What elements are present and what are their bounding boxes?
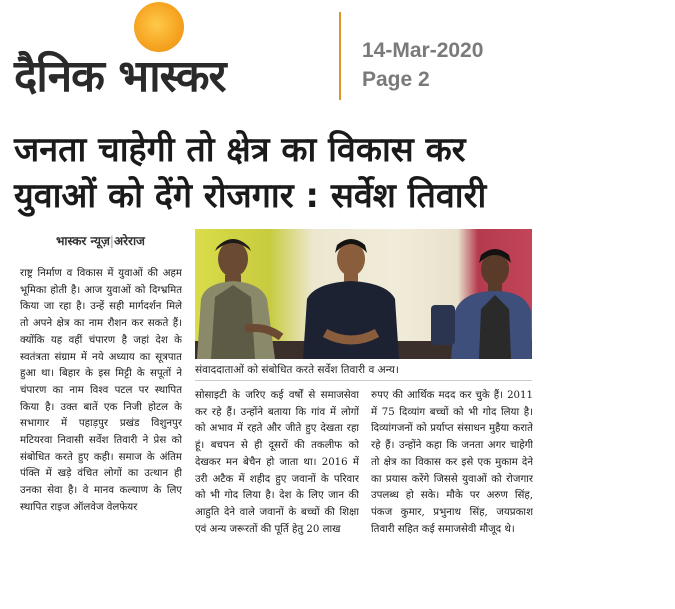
headline-line-1: जनता चाहेगी तो क्षेत्र का विकास कर xyxy=(14,130,466,170)
photo-caption: संवाददाताओं को संबोधित करते सर्वेश तिवारी व अन्य। xyxy=(195,360,532,381)
byline-separator: | xyxy=(109,234,114,248)
masthead xyxy=(0,0,675,118)
byline xyxy=(56,232,145,249)
article-column-2: सोसाइटी के जरिए कई वर्षों से समाजसेवा कर रहे हैं। उन्होंने बताया कि गांव में लोगों को अभाव में रहते और जीते हुए देखता रहा हूं। बचपन से ही दूसरों की तकलीफ को देखकर मन बेचैन हो जाता था। 2016 में उरी अटैक में शहीद हुए जवानों के परिवार को भी गोद लिया है। देश के लिए जान की आहुति देने वाले जवानों के बच्चों की शिक्षा एवं अन्य जरूरतों की पूर्ति हेतु 20 लाख xyxy=(195,390,359,535)
article-column-1: राष्ट्र निर्माण व विकास में युवाओं की अहम भूमिका होती है। आज युवाओं को दिग्भ्रमित किया जा रहा है। उन्हें सही मार्गदर्शन मिले तो अपने क्षेत्र का नाम रौशन कर सकते हैं। क्योंकि यह वहीं चंपारण है जहां देश के स्वतंत्रता संग्राम में नये अध्याय का सूत्रपात हुआ था। बिहार के इस मिट्टी के सपूतों ने चंपारण का नाम विश्व पटल पर स्थापित किया है। उक्त बातें एक निजी होटल के सभागार में पहाड़पुर प्रखंड विशुनपुर मटियरवा निवासी सर्वेश तिवारी ने प्रेस को संबोधित करते हुए कही। समाज के अंतिम पंक्ति में खड़े वंचित लोगों का उत्थान ही उनका सेवा है। वे मानव कल्याण के लिए स्थापित राइज ऑलवेज वेलफेयर xyxy=(20,268,182,513)
newspaper-brand: दैनिक भास्कर xyxy=(14,51,226,102)
article-photo xyxy=(195,229,532,359)
person-left-figure xyxy=(197,239,281,359)
press-conference-illustration xyxy=(195,229,532,359)
person-right-figure xyxy=(451,249,532,359)
headline-line-2: युवाओं को देंगे रोजगार : सर्वेश तिवारी xyxy=(14,176,487,216)
masthead-divider xyxy=(339,12,341,100)
page-number: Page 2 xyxy=(362,68,430,91)
article-column-3: रुपए की आर्थिक मदद कर चुके हैं। 2011 में 75 दिव्यांग बच्चों को भी गोद लिया है। दिव्यांगजनों को प्रर्याप्त संसाधन मुहैया कराते रहे हैं। उन्होंने कहा कि जनता अगर चाहेगी तो क्षेत्र का विकास कर इसे एक मुकाम देने का प्रयास करेंगे जिससे युवाओं को रोजगार उपलब्ध हो सके। मौके पर अरुण सिंह, पंकज कुमार, प्रभुनाथ सिंह, जयप्रकाश तिवारी सहित कई समाजसेवी मौजूद थे। xyxy=(371,390,533,535)
article-headline xyxy=(14,128,554,220)
byline-source: भास्कर न्यूज़ xyxy=(56,234,110,248)
person-center-figure xyxy=(303,239,399,359)
edition-date: 14-Mar-2020 xyxy=(362,39,484,62)
byline-place: अरेराज xyxy=(113,234,145,248)
